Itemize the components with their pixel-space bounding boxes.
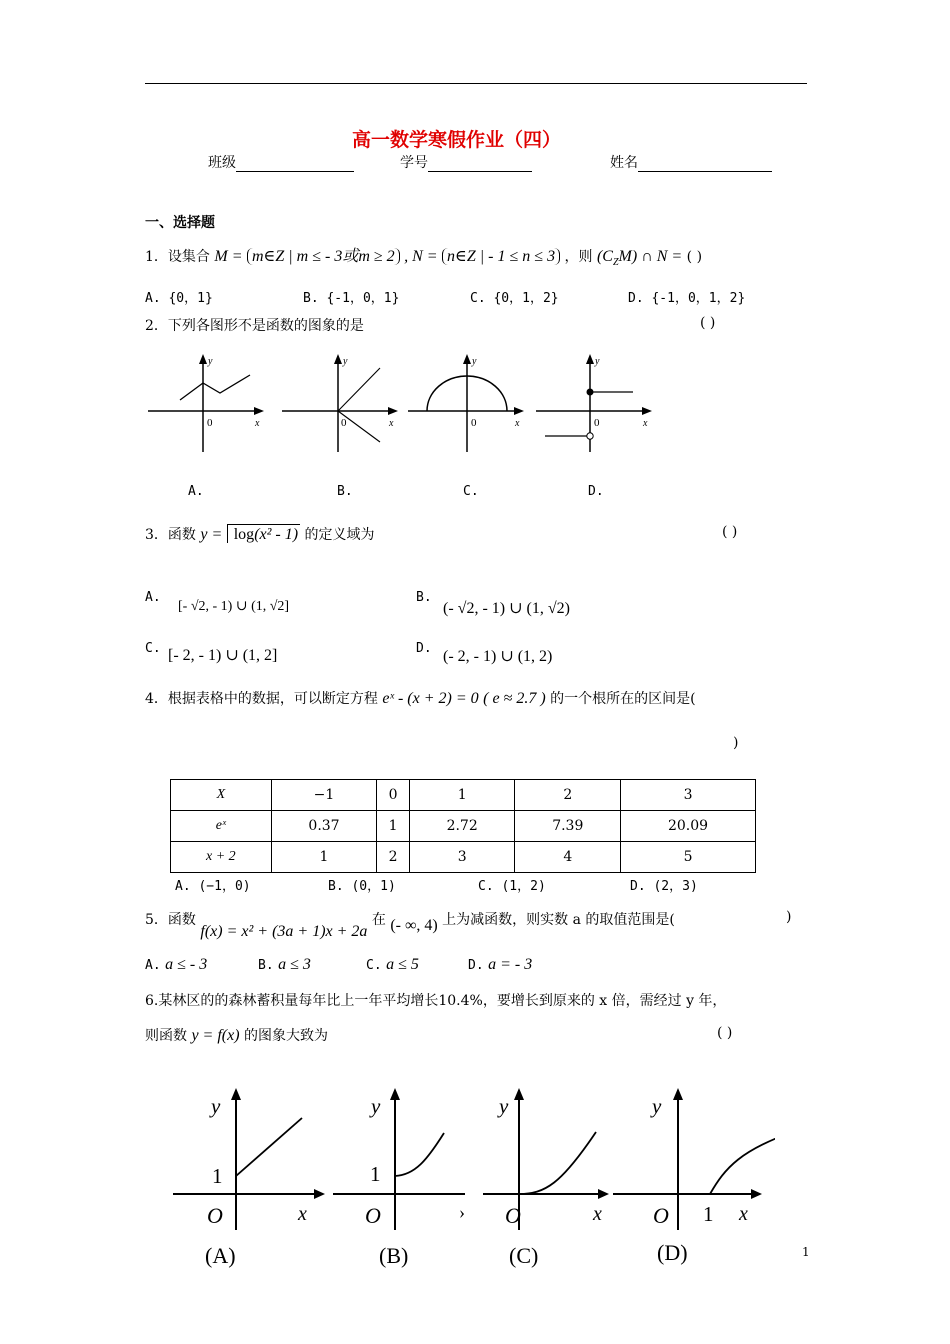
q2c-origin: 0: [471, 417, 477, 429]
q2c-y-label: y: [472, 356, 477, 367]
q6-graph-d: [613, 1088, 775, 1265]
header-rule: [145, 83, 807, 84]
svg-text:y: y: [652, 1094, 662, 1118]
q2d-x-label: x: [643, 418, 648, 429]
q4-equation: eˣ - (x + 2) = 0: [382, 690, 479, 707]
table-cell: eˣ: [171, 811, 272, 842]
svg-text:1: 1: [212, 1164, 223, 1188]
q5-stem: [145, 909, 675, 940]
q6-graph-a: [173, 1088, 325, 1268]
q2-paren: ( ): [700, 315, 716, 331]
section-heading: 一、选择题: [145, 215, 215, 231]
svg-text:O: O: [207, 1203, 223, 1228]
class-field: [208, 152, 354, 172]
q2-option-c[interactable]: C.: [463, 484, 479, 499]
q5-text-b: 在: [371, 912, 386, 928]
q2c-x-label: x: [515, 418, 520, 429]
table-cell: 7.39: [515, 811, 621, 842]
q3-paren: ( ): [722, 524, 738, 540]
q2-graph-a: [148, 354, 264, 452]
q4-stem: [145, 688, 696, 708]
q5-option-d[interactable]: D. a = - 3: [468, 956, 533, 973]
number-blank[interactable]: [428, 157, 532, 172]
svg-text:O: O: [365, 1203, 381, 1228]
q2d-y-label: y: [595, 356, 600, 367]
q6-line2: 则函数 y = f(x) 的图象大致为: [145, 1027, 329, 1044]
table-cell: 2: [377, 842, 410, 873]
q1-set-n: n∈Z | - 1 ≤ n ≤ 3: [442, 248, 560, 265]
q4-text: 4．根据表格中的数据，可以断定方程: [145, 691, 378, 707]
table-cell: 1: [409, 780, 515, 811]
q3-text: 3．函数: [145, 527, 196, 543]
q1-set-m: m∈Z | m ≤ - 3或m ≥ 2: [247, 248, 400, 265]
q5-function: f(x) = x² + (3a + 1)x + 2a: [200, 923, 368, 940]
q2a-y-label: y: [208, 356, 213, 367]
q2-option-a[interactable]: A.: [188, 484, 204, 499]
q2d-origin: 0: [594, 417, 600, 429]
q5-option-c[interactable]: C. a ≤ 5: [366, 956, 419, 973]
svg-text:O: O: [653, 1203, 669, 1228]
q1-option-a[interactable]: A. {0，1}: [145, 291, 213, 306]
q6-label-a[interactable]: (A): [205, 1243, 236, 1268]
q3-option-a-label[interactable]: A.: [145, 590, 161, 605]
q3-stem: [145, 524, 375, 544]
q4-option-c[interactable]: C. (1，2): [478, 879, 546, 894]
q6-paren: ( ): [717, 1025, 733, 1041]
svg-text:x: x: [739, 1203, 748, 1225]
svg-text:y: y: [371, 1094, 381, 1118]
q4-option-b[interactable]: B. (0，1): [328, 879, 396, 894]
svg-text:1: 1: [370, 1162, 381, 1186]
svg-text:O: O: [505, 1203, 521, 1228]
q5-interval: (- ∞, 4): [390, 917, 438, 934]
class-label: 班级: [208, 155, 236, 171]
q1-paren: ( ): [686, 249, 703, 265]
q5-option-a[interactable]: A. a ≤ - 3: [145, 956, 208, 973]
q3-radical: log(x² - 1): [227, 524, 300, 543]
q5-text: 5．函数: [145, 912, 196, 928]
table-cell: 0: [377, 780, 410, 811]
page-title: 高一数学寒假作业（四）: [352, 129, 562, 151]
q4-text-b: 的一个根所在的区间是(: [550, 691, 696, 707]
q5-text-c: 上为减函数，则实数 a 的取值范围是(: [442, 912, 675, 928]
q6-graph-b: [333, 1088, 465, 1268]
q1-stem: [145, 243, 702, 268]
q6-label-d[interactable]: (D): [657, 1240, 688, 1265]
svg-text:y: y: [211, 1094, 221, 1118]
table-cell: 4: [515, 842, 621, 873]
number-label: 学号: [400, 155, 428, 171]
name-blank[interactable]: [638, 157, 772, 172]
q3-option-b-label[interactable]: B.: [416, 590, 432, 605]
q6-graphs: [165, 1080, 775, 1275]
table-cell: 1: [271, 842, 377, 873]
q1-expr: $(C_ZM)$ ∩ N =: [596, 248, 683, 269]
table-cell: 3: [409, 842, 515, 873]
name-field: [610, 152, 772, 172]
svg-text:y: y: [499, 1094, 509, 1118]
q2-graph-c: [408, 354, 524, 452]
q6-label-c[interactable]: (C): [509, 1243, 539, 1268]
svg-text:x: x: [593, 1203, 602, 1225]
svg-text:x: x: [298, 1203, 307, 1225]
svg-text:1: 1: [703, 1202, 714, 1226]
table-cell: 5: [621, 842, 756, 873]
table-cell: −1: [271, 780, 377, 811]
q4-close-paren: ): [733, 735, 739, 751]
table-cell: x + 2: [171, 842, 272, 873]
table-cell: 2.72: [409, 811, 515, 842]
q1-math-n: , N =: [404, 248, 438, 265]
table-row: [171, 811, 756, 842]
q2b-y-label: y: [343, 356, 348, 367]
q6-line1: 6.某林区的的森林蓄积量每年比上一年平均增长10.4%，要增长到原来的 x 倍，需经过 y 年，: [145, 993, 727, 1009]
q3-option-d: (- 2, - 1) ∪ (1, 2): [443, 648, 553, 665]
q2-option-d[interactable]: D.: [588, 484, 604, 499]
q5-option-b[interactable]: B. a ≤ 3: [258, 956, 311, 973]
q3-option-a: [- √2, - 1) ∪ (1, √2]: [178, 599, 290, 614]
q4-option-d[interactable]: D. (2，3): [630, 879, 698, 894]
q2a-x-label: x: [255, 418, 260, 429]
table-row: [171, 842, 756, 873]
table-cell: 20.09: [621, 811, 756, 842]
q3-math-y: y =: [200, 526, 223, 543]
svg-text:›: ›: [459, 1202, 465, 1222]
q3-option-c: [- 2, - 1) ∪ (1, 2]: [168, 647, 278, 664]
q3-option-b: (- √2, - 1) ∪ (1, √2): [443, 600, 570, 617]
table-cell: 3: [621, 780, 756, 811]
q2-graphs: [140, 350, 670, 460]
q2a-origin: 0: [207, 417, 213, 429]
q1-option-b[interactable]: B. {-1，0，1}: [303, 291, 400, 306]
q1-option-c[interactable]: C. {0，1，2}: [470, 291, 559, 306]
class-blank[interactable]: [236, 157, 354, 172]
q1-text-b: ，则: [564, 249, 593, 265]
q2-option-b[interactable]: B.: [337, 484, 353, 499]
q4-table: [170, 779, 756, 873]
table-cell: X: [171, 780, 272, 811]
q1-option-d[interactable]: D. {-1，0，1，2}: [628, 291, 746, 306]
q6-math: y = f(x): [191, 1027, 240, 1044]
q1-text: 1．设集合: [145, 249, 210, 265]
q2-stem: 2．下列各图形不是函数的图象的是: [145, 318, 364, 334]
page-number: 1: [802, 1245, 810, 1259]
q1-math-m: M =: [214, 248, 243, 265]
table-cell: 0.37: [271, 811, 377, 842]
table-cell: 1: [377, 811, 410, 842]
table-cell: 2: [515, 780, 621, 811]
number-field: [400, 152, 532, 172]
q4-condition: ( e ≈ 2.7 ): [483, 690, 546, 707]
q3-text-b: 的定义域为: [304, 527, 375, 543]
q5-paren-close: ): [786, 909, 792, 925]
q3-option-c-label[interactable]: C.: [145, 641, 161, 656]
q6-graph-c: [483, 1088, 609, 1268]
q2-graph-b: [282, 354, 398, 452]
q2b-origin: 0: [341, 417, 347, 429]
q6-label-b[interactable]: (B): [379, 1243, 409, 1268]
q2b-x-label: x: [389, 418, 394, 429]
name-label: 姓名: [610, 155, 638, 171]
q4-option-a[interactable]: A. (−1，0): [175, 879, 251, 894]
q2-graph-d: [536, 354, 652, 452]
table-row: [171, 780, 756, 811]
q3-option-d-label[interactable]: D.: [416, 641, 432, 656]
